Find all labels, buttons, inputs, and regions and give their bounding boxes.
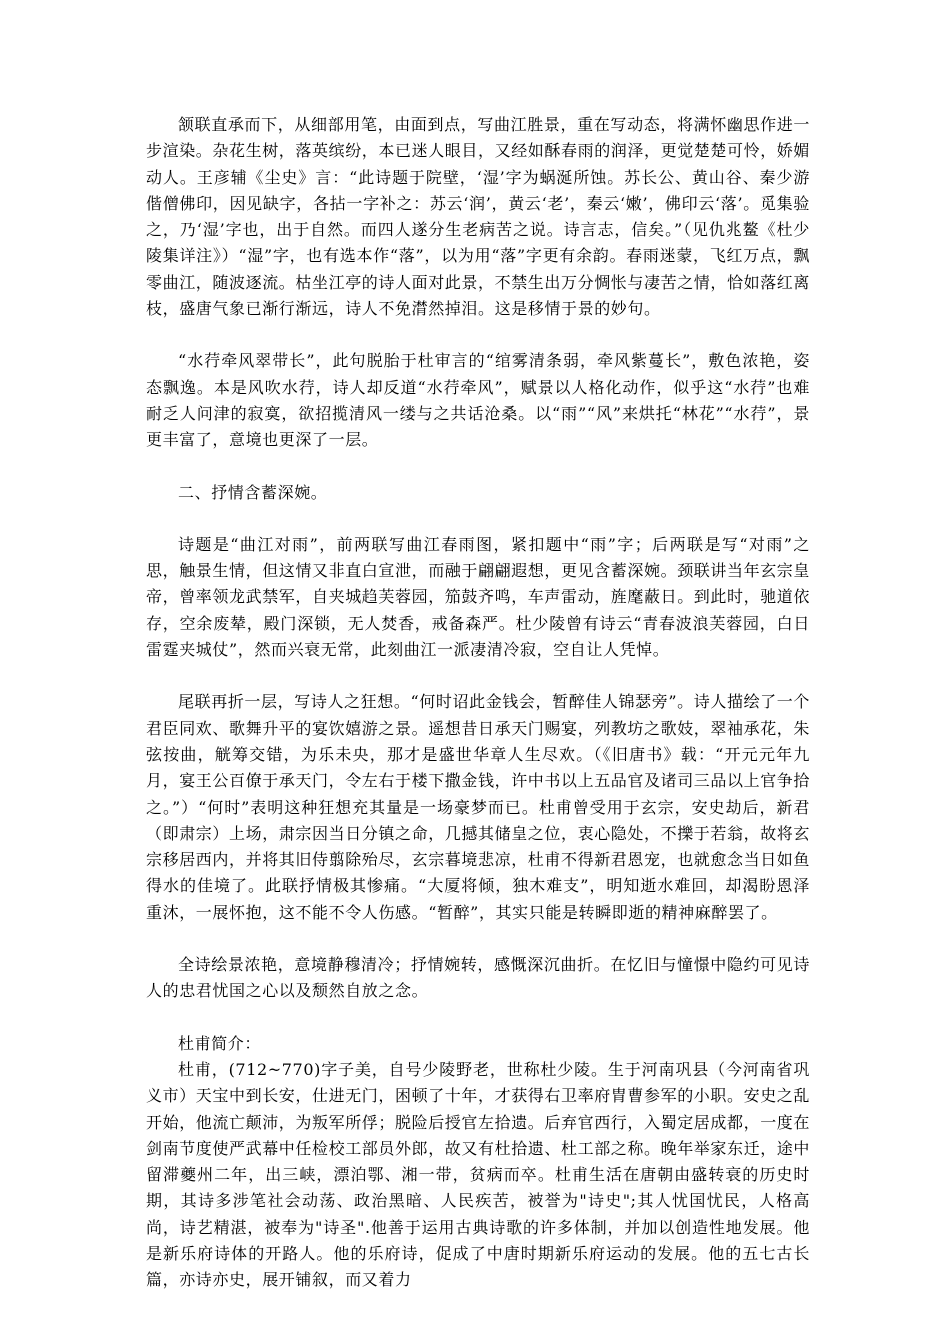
- paragraph-title-analysis: 诗题是“曲江对雨”，前两联写曲江春雨图，紧扣题中“雨”字；后两联是写“对雨”之思，触景生情，但这情又非直白宣泄，而融于翩翩遐想，更见含蓄深婉。颈联讲当年玄宗皇帝，曾率领龙武禁军，自夹城趋芙蓉园，笳鼓齐鸣，车声雷动，旌麾蔽日。到此时，驰道依存，空余废辇，殿门深锁，无人焚香，戒备森严。杜少陵曾有诗云“青春波浪芙蓉园，白日雷霆夹城仗”，然而兴衰无常，此刻曲江一派凄清冷寂，空自让人凭悼。: [146, 534, 811, 660]
- section-heading-biography: 杜甫简介：: [178, 1033, 262, 1053]
- paragraph-biography: 杜甫，(712~770)字子美，自号少陵野老，世称杜少陵。生于河南巩县（今河南省巩义市）天宝中到长安，仕进无门，困顿了十年，才获得右卫率府胄曹参军的小职。安史之乱开始，他流亡颠沛，为叛军所俘；脱险后授官左拾遗。后弃官西行，入蜀定居成都，一度在剑南节度使严武幕中任检校工部员外郎，故又有杜拾遗、杜工部之称。晚年举家东迁，途中留滞夔州二年，出三峡，漂泊鄂、湘一带，贫病而卒。杜甫生活在唐朝由盛转衰的历史时期，其诗多涉笔社会动荡、政治黑暗、人民疾苦，被誉为"诗史";其人忧国忧民，人格高尚，诗艺精湛，被奉为"诗圣".他善于运用古典诗歌的许多体制，并加以创造性地发展。他是新乐府诗体的开路人。他的乐府诗，促成了中唐时期新乐府运动的发展。他的五七古长篇，亦诗亦史，展开铺叙，而又着力: [146, 1059, 811, 1290]
- section-heading-lyric: 二、抒情含蓄深婉。: [178, 482, 328, 502]
- paragraph-hanlian: 颔联直承而下，从细部用笔，由面到点，写曲江胜景，重在写动态，将满怀幽思作进一步渲染。杂花生树，落英缤纷，本已迷人眼目，又经如酥春雨的润泽，更觉楚楚可怜，娇媚动人。王彦辅《尘史》言：“此诗题于院壁，‘湿’字为蜗涎所蚀。苏长公、黄山谷、秦少游偕僧佛印，因见缺字，各拈一字补之：苏云‘润’，黄云‘老’，秦云‘嫩’，佛印云‘落’。觅集验之，乃‘湿’字也，出于自然。而四人遂分生老病苦之说。诗言志，信矣。”（见仇兆鳌《杜少陵集详注》）“湿”字，也有选本作“落”，以为用“落”字更有余韵。春雨迷蒙，飞红万点，飘零曲江，随波逐流。枯坐江亭的诗人面对此景，不禁生出万分惆怅与凄苦之情，恰如落红离枝，盛唐气象已渐行渐远，诗人不免潸然掉泪。这是移情于景的妙句。: [146, 115, 811, 319]
- document-body: [146, 112, 810, 1294]
- paragraph-summary: 全诗绘景浓艳，意境静穆清冷；抒情婉转，感慨深沉曲折。在忆旧与憧憬中隐约可见诗人的忠君忧国之心以及颓然自放之念。: [146, 955, 810, 1001]
- paragraph-shuixing: “水荇牵风翠带长”，此句脱胎于杜审言的“绾雾清条弱，牵风紫蔓长”，敷色浓艳，姿态飘逸。本是风吹水荇，诗人却反道“水荇牵风”，赋景以人格化动作，似乎这“水荇”也难耐乏人问津的寂寞，欲招揽清风一缕与之共话沧桑。以“雨”“风”来烘托“林花”“水荇”，景更丰富了，意境也更深了一层。: [146, 351, 810, 450]
- paragraph-weilian: 尾联再折一层，写诗人之狂想。“何时诏此金钱会，暂醉佳人锦瑟旁”。诗人描绘了一个君臣同欢、歌舞升平的宴饮嬉游之景。遥想昔日承天门赐宴，列教坊之歌妓，翠袖承花，朱弦按曲，觥筹交错，为乐未央，那才是盛世华章人生尽欢。（《旧唐书》载：“开元元年九月，宴王公百僚于承天门，令左右于楼下撒金钱，许中书以上五品官及诸司三品以上官争拾之。”）“何时”表明这种狂想充其量是一场豪梦而已。杜甫曾受用于玄宗，安史劫后，新君（即肃宗）上场，肃宗因当日分镇之命，几撼其储皇之位，衷心隐处，不擽于若翁，故将玄宗移居西内，并将其旧侍翦除殆尽，玄宗暮境悲凉，杜甫不得新君恩宠，也就愈念当日如鱼得水的佳境了。此联抒情极其惨痛。“大厦将倾，独木难支”，明知逝水难回，却渴盼恩泽重沐，一展怀抱，这不能不令人伤感。“暂醉”，其实只能是转瞬即逝的精神麻醉罢了。: [146, 692, 811, 922]
